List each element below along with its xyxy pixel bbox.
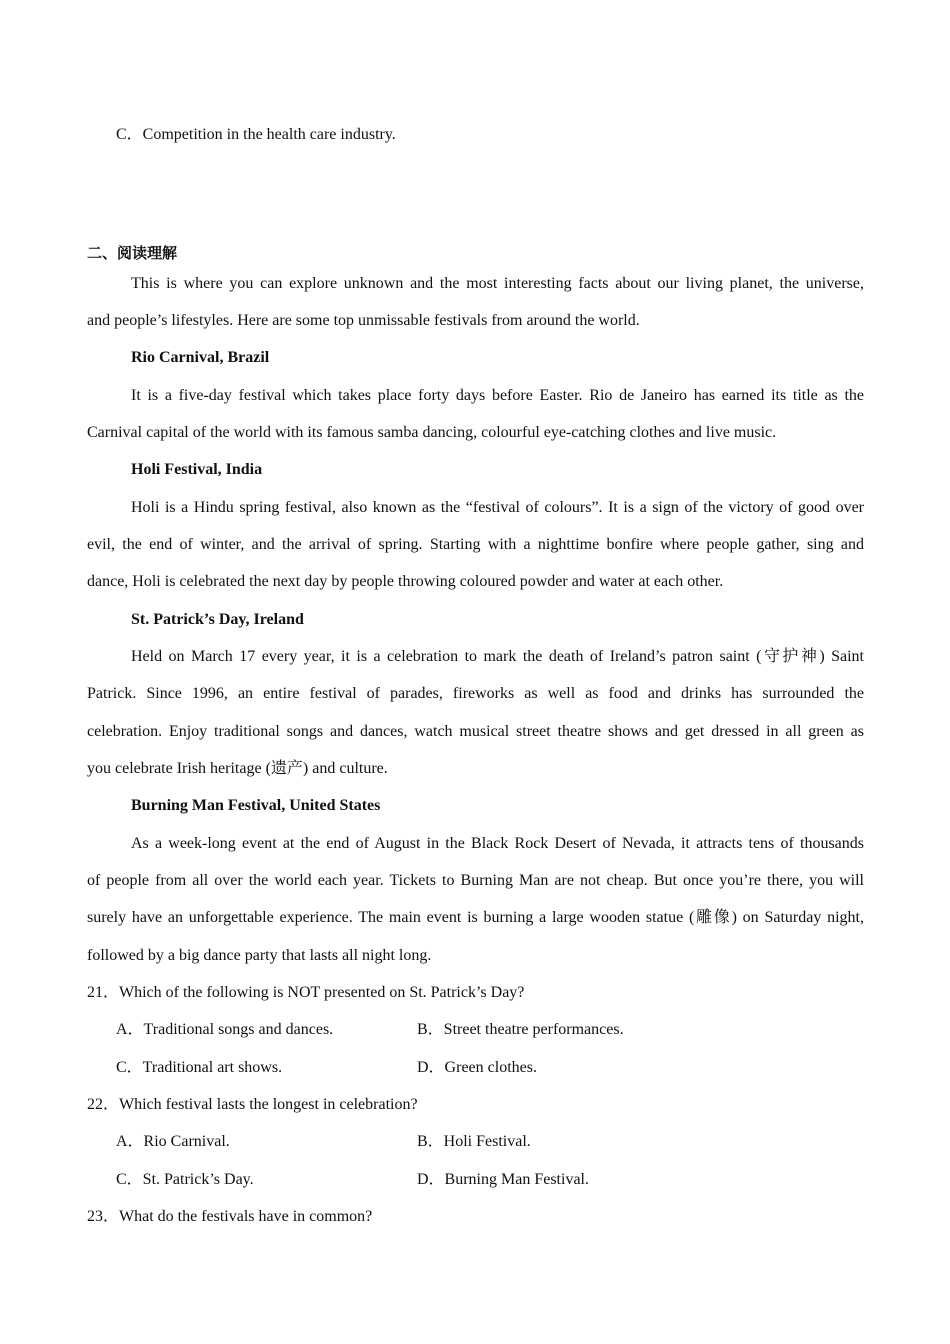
festival-heading-burning-man: Burning Man Festival, United States bbox=[131, 797, 381, 814]
question-21-option-c[interactable]: C．Traditional art shows. bbox=[116, 1059, 283, 1076]
festival-holi-line-3: dance, Holi is celebrated the next day by people throwing coloured powder and water at each other. bbox=[87, 573, 724, 590]
festival-heading-st-patrick: St. Patrick’s Day, Ireland bbox=[131, 611, 304, 628]
question-21: 21．Which of the following is NOT presented on St. Patrick’s Day? bbox=[87, 984, 525, 1001]
festival-burning-man-line-1: As a week-long event at the end of August in the Black Rock Desert of Nevada, it attracts tens of thousands bbox=[131, 835, 864, 852]
festival-st-patrick-line-1: Held on March 17 every year, it is a celebration to mark the death of Ireland’s patron saint (守护神) Saint bbox=[131, 648, 864, 665]
festival-st-patrick-line-4: you celebrate Irish heritage (遗产) and culture. bbox=[87, 760, 388, 777]
festival-burning-man-line-3: surely have an unforgettable experience. The main event is burning a large wooden statue (雕像) on Saturday night, bbox=[87, 909, 864, 926]
question-21-option-a[interactable]: A．Traditional songs and dances. bbox=[116, 1021, 334, 1038]
question-22: 22．Which festival lasts the longest in celebration? bbox=[87, 1096, 418, 1113]
question-23: 23．What do the festivals have in common? bbox=[87, 1208, 373, 1225]
festival-rio-line-2: Carnival capital of the world with its famous samba dancing, colourful eye-catching clothes and live music. bbox=[87, 424, 777, 441]
festival-heading-holi: Holi Festival, India bbox=[131, 461, 263, 478]
previous-question-option-c: C．Competition in the health care industry. bbox=[116, 126, 396, 143]
festival-burning-man-line-2: of people from all over the world each year. Tickets to Burning Man are not cheap. But once you’re there, you will bbox=[87, 872, 864, 889]
festival-holi-line-1: Holi is a Hindu spring festival, also known as the “festival of colours”. It is a sign of the victory of good over bbox=[131, 499, 864, 516]
question-22-option-c[interactable]: C．St. Patrick’s Day. bbox=[116, 1171, 254, 1188]
question-22-option-b[interactable]: B．Holi Festival. bbox=[417, 1133, 531, 1150]
festival-heading-rio: Rio Carnival, Brazil bbox=[131, 349, 270, 366]
festival-st-patrick-line-3: celebration. Enjoy traditional songs and dances, watch musical street theatre shows and get dressed in all green as bbox=[87, 723, 864, 740]
question-21-option-b[interactable]: B．Street theatre performances. bbox=[417, 1021, 624, 1038]
question-22-option-d[interactable]: D．Burning Man Festival. bbox=[417, 1171, 589, 1188]
intro-line-2: and people’s lifestyles. Here are some top unmissable festivals from around the world. bbox=[87, 312, 640, 329]
section-title: 二、阅读理解 bbox=[87, 244, 178, 262]
question-22-option-a[interactable]: A．Rio Carnival. bbox=[116, 1133, 230, 1150]
festival-rio-line-1: It is a five-day festival which takes place forty days before Easter. Rio de Janeiro has earned its title as the bbox=[131, 387, 864, 404]
question-21-option-d[interactable]: D．Green clothes. bbox=[417, 1059, 537, 1076]
intro-line-1: This is where you can explore unknown and the most interesting facts about our living planet, the universe, bbox=[131, 275, 864, 292]
festival-holi-line-2: evil, the end of winter, and the arrival of spring. Starting with a nighttime bonfire where people gather, sing and bbox=[87, 536, 864, 553]
festival-st-patrick-line-2: Patrick. Since 1996, an entire festival of parades, fireworks as well as food and drinks has surrounded the bbox=[87, 685, 864, 702]
festival-burning-man-line-4: followed by a big dance party that lasts all night long. bbox=[87, 947, 432, 964]
